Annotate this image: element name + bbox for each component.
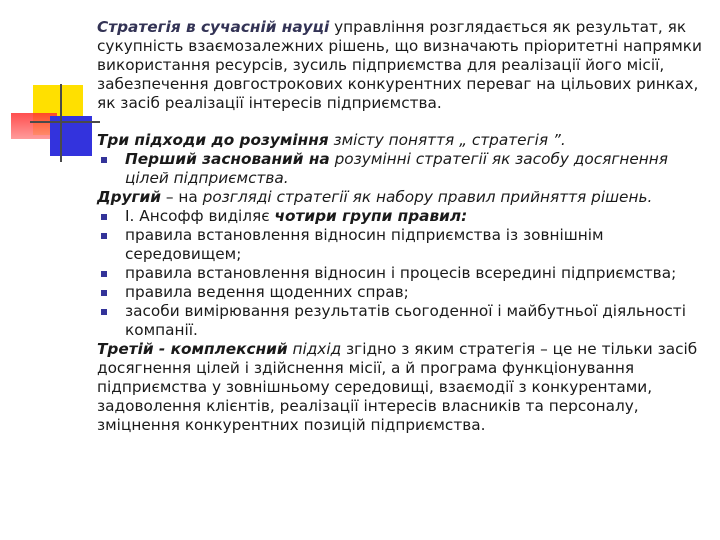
definition-lead: Стратегія в сучасній науці xyxy=(97,18,330,36)
approaches-block xyxy=(97,131,707,435)
rule-item: правила ведення щоденних справ; xyxy=(97,283,707,302)
decor-horizontal-line xyxy=(30,121,100,123)
rule-item: правила встановлення відносин і процесів всередині підприємства; xyxy=(97,264,707,283)
second-approach-label: Другий xyxy=(97,188,161,206)
first-approach-item xyxy=(97,150,707,188)
third-approach-bold: Третій - комплексний xyxy=(97,340,288,358)
ansoff-text: І. Ансофф виділяє xyxy=(125,207,275,225)
ansoff-bold: чотири групи правил: xyxy=(274,207,468,225)
approaches-heading-rest: змісту поняття „ стратегія ”. xyxy=(328,131,566,149)
slide-content xyxy=(97,18,707,435)
definition-text: управління розглядається як результат, як сукупність взаємозалежних рішень, що визначають пріоритетні напрямки використання ресурсів, зусиль підприємства для реалізації його місії, забезпечення довгострокових конкурентних переваг на цільових ринках, як засіб реалізації інтересів підприємства. xyxy=(97,18,702,112)
first-approach-bold: Перший заснований на xyxy=(125,150,330,168)
definition-paragraph xyxy=(97,18,707,113)
decor-vertical-line xyxy=(60,84,62,162)
third-approach xyxy=(97,340,707,435)
second-approach xyxy=(97,188,707,207)
approaches-heading xyxy=(97,131,707,150)
rule-item: засоби вимірювання результатів сьогоденної і майбутньої діяльності компанії. xyxy=(97,302,707,340)
second-approach-dash: – на xyxy=(160,188,203,206)
ansoff-item xyxy=(97,207,707,226)
approaches-heading-bold: Три підходи до розуміння xyxy=(97,131,329,149)
third-approach-italic: підхід xyxy=(287,340,342,358)
second-approach-text: розгляді стратегії як набору правил прийняття рішень. xyxy=(202,188,653,206)
third-approach-text: згідно з яким стратегія – це не тільки засіб досягнення цілей і здійснення місії, а й програма функціонування підприємства у зовнішньому середовищі, взаємодії з конкурентами, задоволення клієнтів, реалізації інтересів власників та персоналу, зміцнення конкурентних позицій підприємства. xyxy=(97,340,698,434)
rule-item: правила встановлення відносин підприємства із зовнішнім середовищем; xyxy=(97,226,707,264)
first-approach-text: розумінні стратегії як засобу досягнення цілей підприємства. xyxy=(125,150,668,187)
